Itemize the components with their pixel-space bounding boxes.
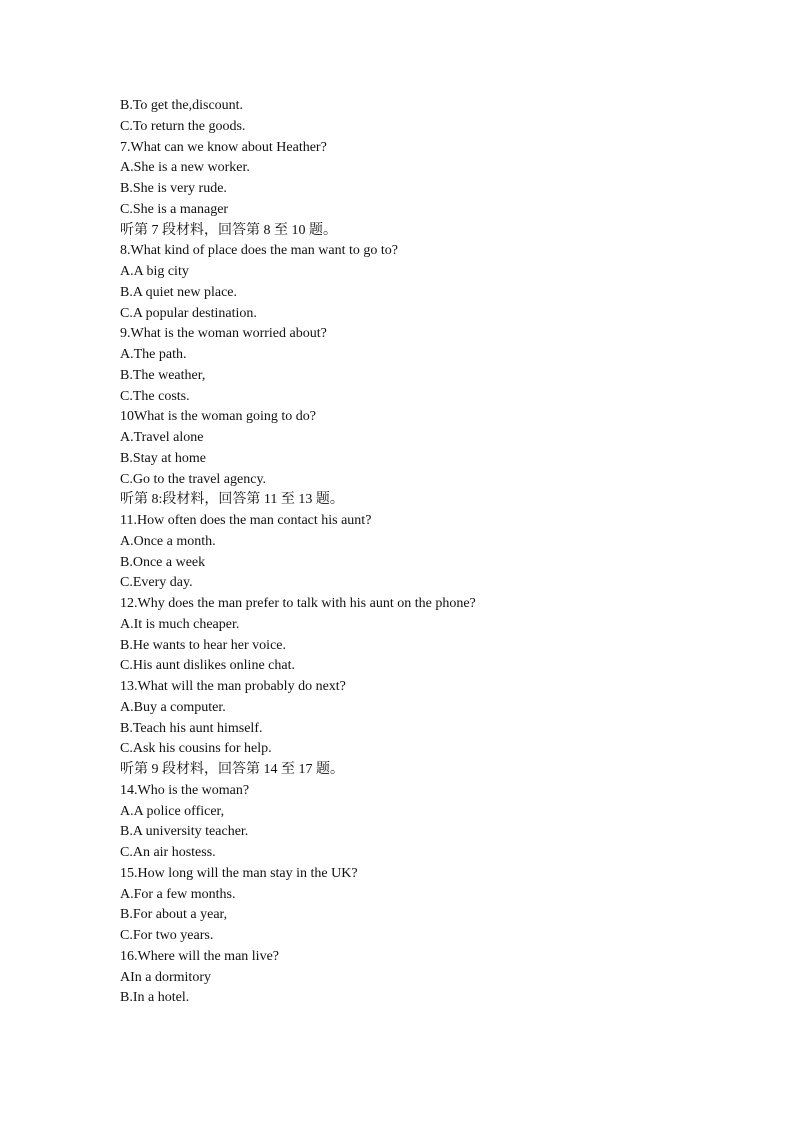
option-c-q13: C.Ask his cousins for help.: [120, 741, 272, 757]
question-14: 14.Who is the woman?: [120, 782, 250, 798]
option-b-q14: B.A university teacher.: [120, 824, 249, 840]
option-b-q11: B.Once a week: [120, 554, 206, 570]
option-a-q9: A.The path.: [120, 347, 187, 362]
question-7: 7.What can we know about Heather?: [120, 139, 327, 155]
option-a-q8: A.A big city: [120, 264, 189, 279]
option-a-q14: A.A police officer,: [120, 803, 225, 819]
option-b-q16: B.In a hotel.: [120, 990, 190, 1006]
option-a-q13: A.Buy a computer.: [120, 699, 226, 715]
option-b-q7: B.She is very rude.: [120, 181, 227, 196]
option-b-q10: B.Stay at home: [120, 450, 206, 466]
question-13: 13.What will the man probably do next?: [120, 679, 346, 694]
section-instruction-9: 听第 9 段材料，回答第 14 至 17 题。: [120, 762, 344, 777]
option-c-q8: C.A popular destination.: [120, 305, 257, 321]
question-9: 9.What is the woman worried about?: [120, 326, 327, 342]
question-12: 12.Why does the man prefer to talk with his aunt on the phone?: [120, 596, 476, 611]
option-c-q15: C.For two years.: [120, 928, 214, 943]
document-text: [120, 96, 720, 1009]
option-a-q12: A.It is much cheaper.: [120, 616, 240, 632]
option-a-q10: A.Travel alone: [120, 430, 204, 445]
option-a-q7: A.She is a new worker.: [120, 160, 250, 176]
section-instruction-7: 听第 7 段材料，回答第 8 至 10 题。: [120, 222, 337, 238]
option-c-q9: C.The costs.: [120, 388, 190, 404]
option-c-q12: C.His aunt dislikes online chat.: [120, 658, 295, 674]
option-b-q9: B.The weather,: [120, 367, 206, 383]
option-b-q8: B.A quiet new place.: [120, 284, 238, 300]
option-c-q14: C.An air hostess.: [120, 845, 216, 860]
option-b-q6: B.To get the,discount.: [120, 98, 244, 113]
option-c-q10: C.Go to the travel agency.: [120, 471, 267, 487]
option-a-q11: A.Once a month.: [120, 533, 216, 549]
option-c-q11: C.Every day.: [120, 575, 193, 591]
option-a-q15: A.For a few months.: [120, 886, 236, 902]
option-b-q15: B.For about a year,: [120, 907, 228, 923]
option-b-q13: B.Teach his aunt himself.: [120, 720, 263, 736]
question-11: 11.How often does the man contact his aunt?: [120, 513, 372, 528]
option-a-q16: AIn a dormitory: [120, 969, 211, 985]
option-c-q6: C.To return the goods.: [120, 118, 246, 134]
option-c-q7: C.She is a manager: [120, 201, 229, 217]
question-8: 8.What kind of place does the man want to go to?: [120, 243, 398, 259]
section-instruction-8: 听第 8:段材料，回答第 11 至 13 题。: [120, 492, 344, 508]
question-10: 10What is the woman going to do?: [120, 409, 316, 425]
question-16: 16.Where will the man live?: [120, 948, 279, 964]
option-b-q12: B.He wants to hear her voice.: [120, 637, 286, 653]
question-15: 15.How long will the man stay in the UK?: [120, 865, 358, 881]
